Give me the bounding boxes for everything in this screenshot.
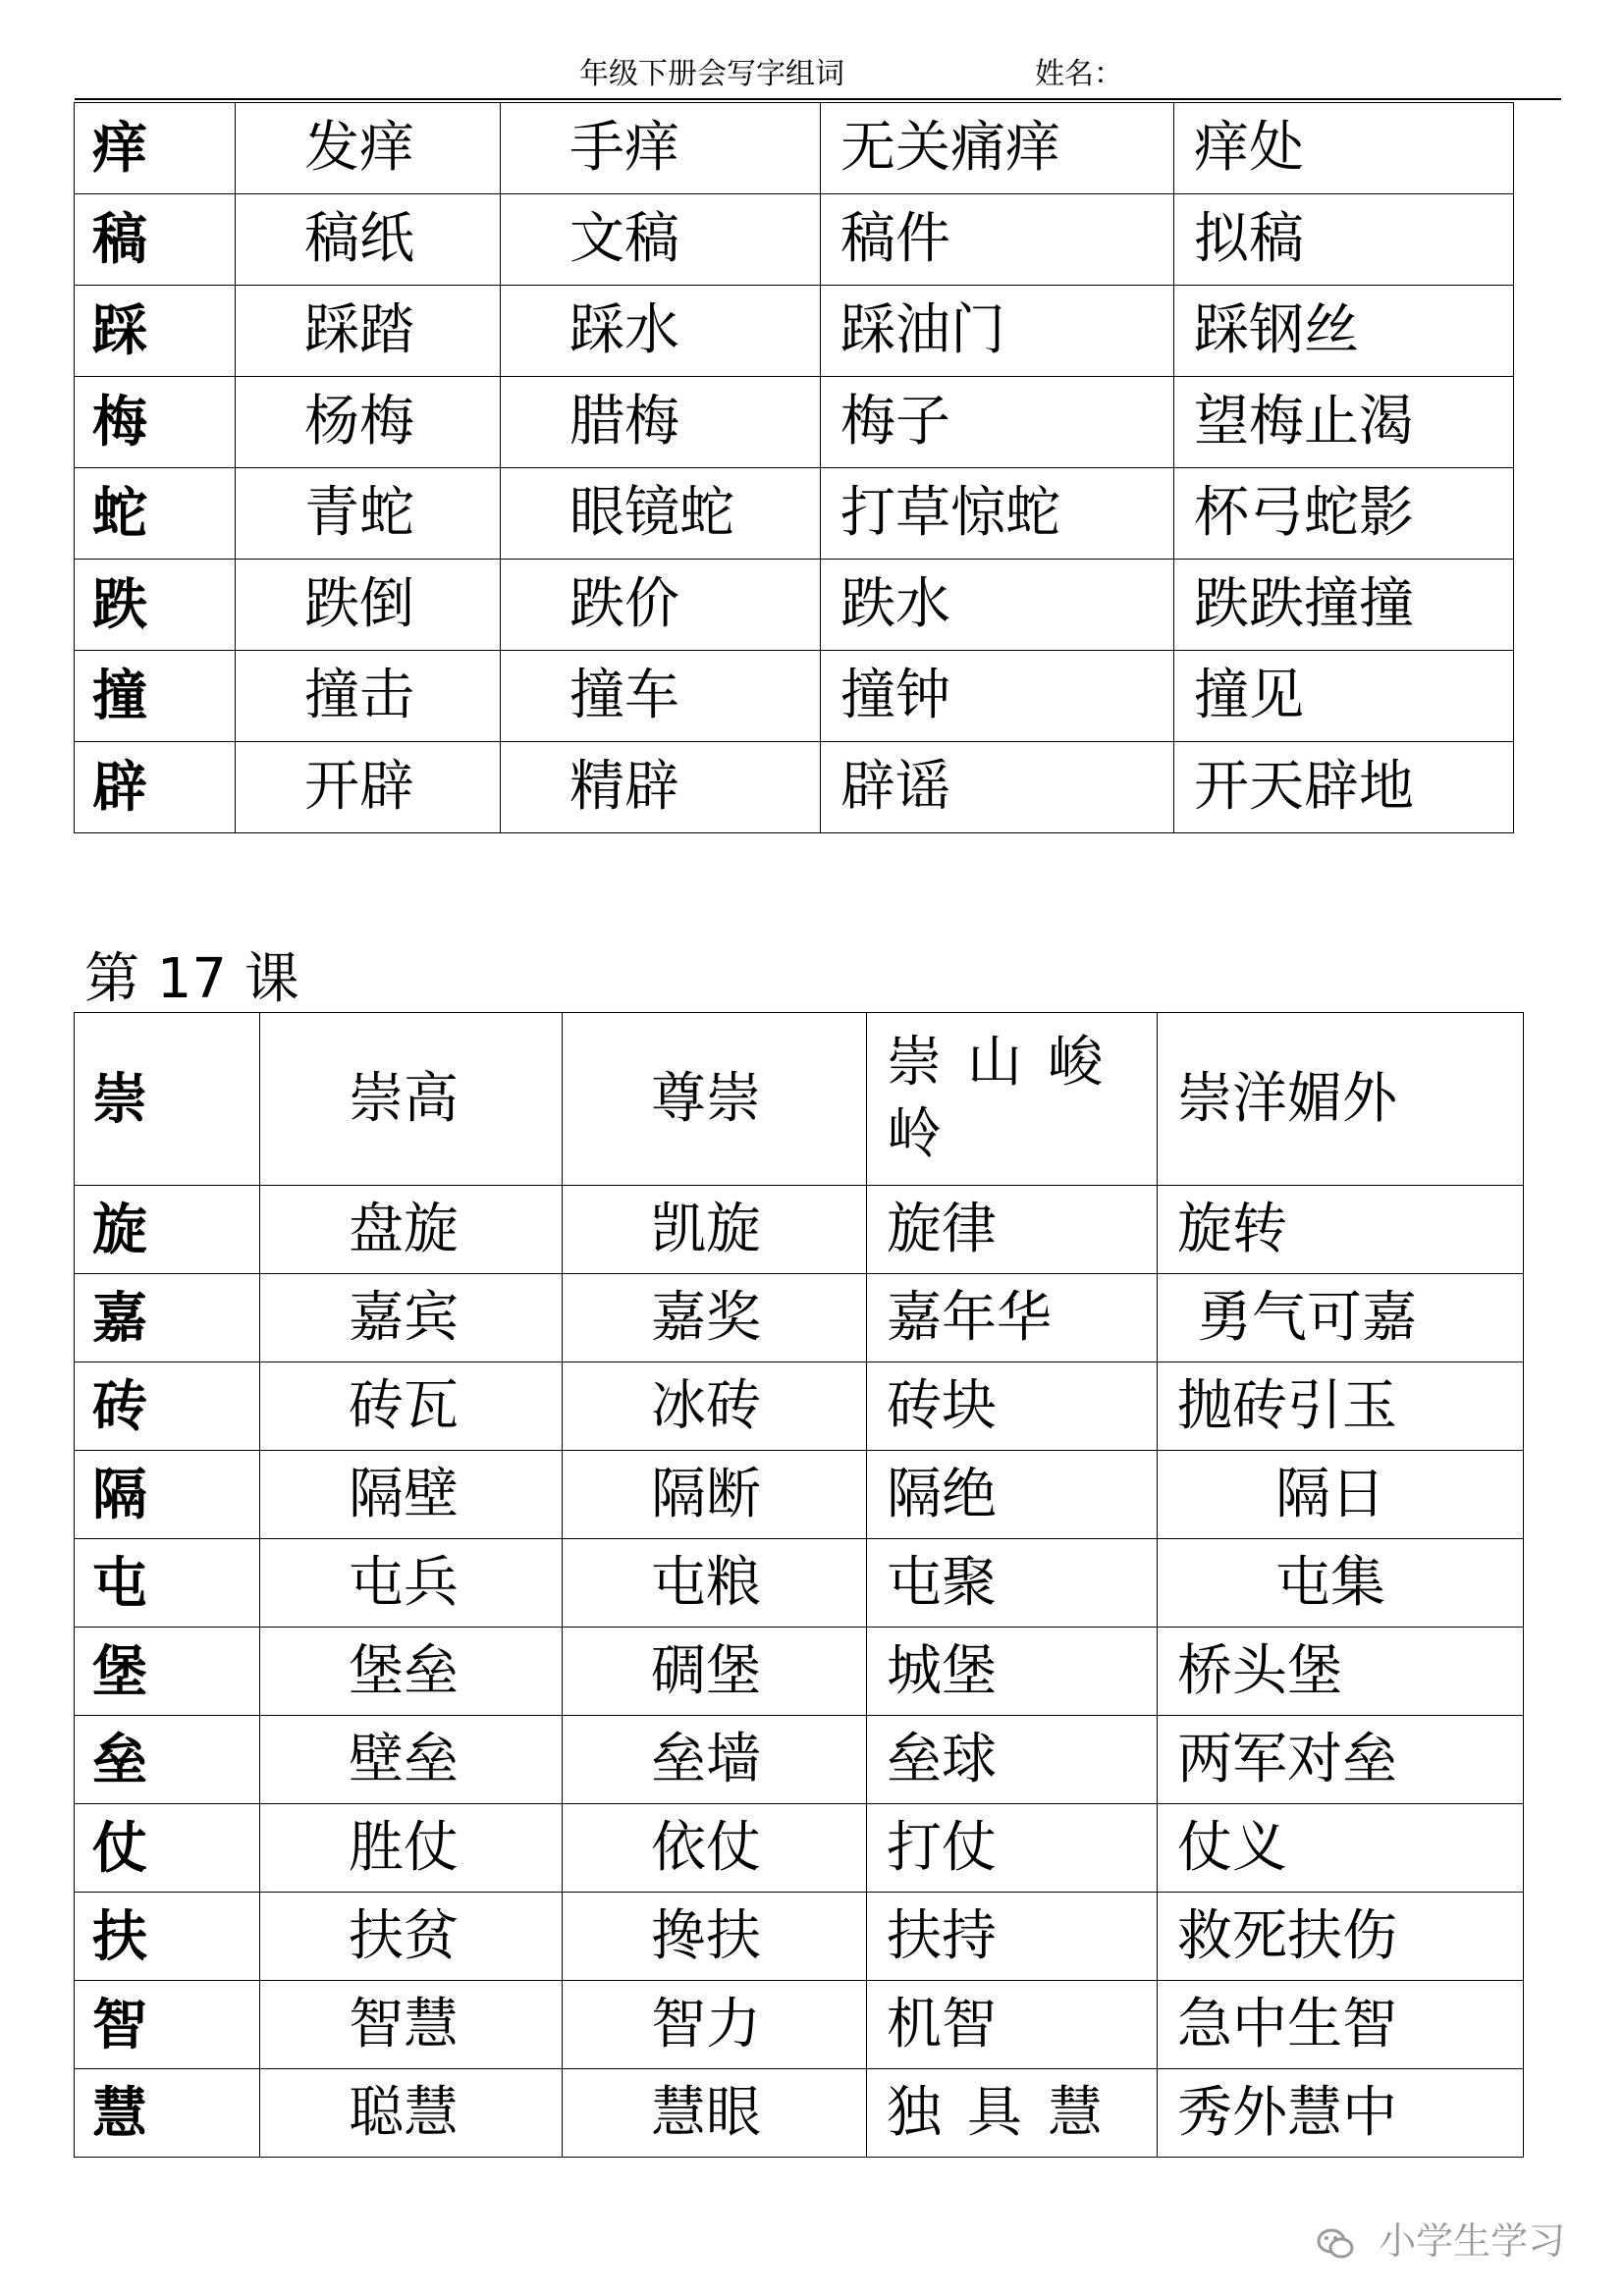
word-cell: 扶贫 <box>260 1893 563 1981</box>
word-cell: 望梅止渴 <box>1174 377 1514 468</box>
table-row <box>75 1186 1524 1274</box>
word-cell: 踩钢丝 <box>1174 286 1514 377</box>
word-cell: 发痒 <box>236 103 501 194</box>
table-row <box>75 560 1514 651</box>
word-cell: 开辟 <box>236 742 501 833</box>
table-row <box>75 1804 1524 1893</box>
vocab-table-lesson-17 <box>74 1012 1524 2158</box>
table-row <box>75 1981 1524 2069</box>
word-cell: 嘉宾 <box>260 1274 563 1362</box>
row-character: 智 <box>75 1981 260 2069</box>
word-cell: 无关痛痒 <box>821 103 1174 194</box>
vocab-table-1 <box>74 102 1514 833</box>
word-cell: 聪慧 <box>260 2069 563 2158</box>
word-cell: 凯旋 <box>563 1186 867 1274</box>
word-cell: 崇山峻岭 <box>867 1013 1158 1186</box>
word-cell: 打草惊蛇 <box>821 468 1174 560</box>
word-cell: 屯兵 <box>260 1539 563 1628</box>
word-cell: 嘉年华 <box>867 1274 1158 1362</box>
word-cell: 急中生智 <box>1158 1981 1524 2069</box>
word-cell: 隔绝 <box>867 1451 1158 1539</box>
row-character: 砖 <box>75 1362 260 1451</box>
table-row <box>75 1362 1524 1451</box>
word-cell: 开天辟地 <box>1174 742 1514 833</box>
word-cell: 拟稿 <box>1174 194 1514 286</box>
word-cell: 独具慧 <box>867 2069 1158 2158</box>
word-cell: 依仗 <box>563 1804 867 1893</box>
word-cell: 隔壁 <box>260 1451 563 1539</box>
table-row <box>75 103 1514 194</box>
word-cell: 智慧 <box>260 1981 563 2069</box>
word-cell: 隔日 <box>1158 1451 1524 1539</box>
word-cell: 胜仗 <box>260 1804 563 1893</box>
word-cell: 嘉奖 <box>563 1274 867 1362</box>
table-row <box>75 1451 1524 1539</box>
word-cell: 稿件 <box>821 194 1174 286</box>
table-row <box>75 1628 1524 1716</box>
word-cell: 抛砖引玉 <box>1158 1362 1524 1451</box>
word-cell: 屯粮 <box>563 1539 867 1628</box>
wechat-icon <box>1316 2224 1355 2264</box>
word-cell: 砖块 <box>867 1362 1158 1451</box>
word-cell: 机智 <box>867 1981 1158 2069</box>
word-cell: 精辟 <box>501 742 821 833</box>
table-row <box>75 651 1514 742</box>
word-cell: 青蛇 <box>236 468 501 560</box>
word-cell: 扶持 <box>867 1893 1158 1981</box>
word-cell: 杯弓蛇影 <box>1174 468 1514 560</box>
word-cell: 智力 <box>563 1981 867 2069</box>
word-cell: 辟谣 <box>821 742 1174 833</box>
row-character: 堡 <box>75 1628 260 1716</box>
row-character: 慧 <box>75 2069 260 2158</box>
row-character: 隔 <box>75 1451 260 1539</box>
row-character: 踩 <box>75 286 236 377</box>
word-cell: 垒球 <box>867 1716 1158 1804</box>
header-name-label: 姓名： <box>1035 57 1123 91</box>
word-cell: 碉堡 <box>563 1628 867 1716</box>
row-character: 扶 <box>75 1893 260 1981</box>
word-cell: 屯集 <box>1158 1539 1524 1628</box>
table-row <box>75 468 1514 560</box>
word-cell: 文稿 <box>501 194 821 286</box>
row-character: 辟 <box>75 742 236 833</box>
word-cell: 跌倒 <box>236 560 501 651</box>
word-cell: 搀扶 <box>563 1893 867 1981</box>
row-character: 稿 <box>75 194 236 286</box>
word-cell: 杨梅 <box>236 377 501 468</box>
row-character: 屯 <box>75 1539 260 1628</box>
row-character: 仗 <box>75 1804 260 1893</box>
word-cell: 秀外慧中 <box>1158 2069 1524 2158</box>
table-row <box>75 1013 1524 1186</box>
table-row <box>75 1893 1524 1981</box>
page-header <box>75 47 1561 100</box>
watermark-text: 小学生学习 <box>1379 2219 1566 2263</box>
word-cell: 撞击 <box>236 651 501 742</box>
word-cell: 堡垒 <box>260 1628 563 1716</box>
word-cell: 盘旋 <box>260 1186 563 1274</box>
word-cell: 梅子 <box>821 377 1174 468</box>
row-character: 崇 <box>75 1013 260 1186</box>
word-cell: 勇气可嘉 <box>1158 1274 1524 1362</box>
row-character: 撞 <box>75 651 236 742</box>
word-cell: 砖瓦 <box>260 1362 563 1451</box>
word-cell: 打仗 <box>867 1804 1158 1893</box>
word-cell: 救死扶伤 <box>1158 1893 1524 1981</box>
row-character: 垒 <box>75 1716 260 1804</box>
word-cell: 桥头堡 <box>1158 1628 1524 1716</box>
table-row <box>75 1539 1524 1628</box>
row-character: 痒 <box>75 103 236 194</box>
word-cell: 垒墙 <box>563 1716 867 1804</box>
word-cell: 屯聚 <box>867 1539 1158 1628</box>
row-character: 梅 <box>75 377 236 468</box>
table-row <box>75 2069 1524 2158</box>
word-cell: 城堡 <box>867 1628 1158 1716</box>
word-cell: 腊梅 <box>501 377 821 468</box>
word-cell: 尊崇 <box>563 1013 867 1186</box>
word-cell: 慧眼 <box>563 2069 867 2158</box>
word-cell: 手痒 <box>501 103 821 194</box>
header-title: 年级下册会写字组词 <box>579 57 844 91</box>
word-cell: 踩踏 <box>236 286 501 377</box>
word-cell: 跌跌撞撞 <box>1174 560 1514 651</box>
word-cell: 冰砖 <box>563 1362 867 1451</box>
word-cell: 踩油门 <box>821 286 1174 377</box>
row-character: 嘉 <box>75 1274 260 1362</box>
word-cell: 旋转 <box>1158 1186 1524 1274</box>
row-character: 旋 <box>75 1186 260 1274</box>
word-cell: 踩水 <box>501 286 821 377</box>
word-cell: 撞车 <box>501 651 821 742</box>
word-cell: 壁垒 <box>260 1716 563 1804</box>
table-row <box>75 742 1514 833</box>
table-row <box>75 1716 1524 1804</box>
word-cell: 两军对垒 <box>1158 1716 1524 1804</box>
table-row <box>75 194 1514 286</box>
word-cell: 仗义 <box>1158 1804 1524 1893</box>
row-character: 跌 <box>75 560 236 651</box>
word-cell: 隔断 <box>563 1451 867 1539</box>
table-row <box>75 1274 1524 1362</box>
word-cell: 眼镜蛇 <box>501 468 821 560</box>
word-cell: 跌水 <box>821 560 1174 651</box>
word-cell: 崇洋媚外 <box>1158 1013 1524 1186</box>
word-cell: 撞钟 <box>821 651 1174 742</box>
table-row <box>75 377 1514 468</box>
lesson-17-title: 第 17 课 <box>84 947 299 1011</box>
word-cell: 稿纸 <box>236 194 501 286</box>
row-character: 蛇 <box>75 468 236 560</box>
word-cell: 跌价 <box>501 560 821 651</box>
word-cell: 撞见 <box>1174 651 1514 742</box>
word-cell: 旋律 <box>867 1186 1158 1274</box>
word-cell: 痒处 <box>1174 103 1514 194</box>
word-cell: 崇高 <box>260 1013 563 1186</box>
table-row <box>75 286 1514 377</box>
watermark <box>1316 2211 1565 2265</box>
